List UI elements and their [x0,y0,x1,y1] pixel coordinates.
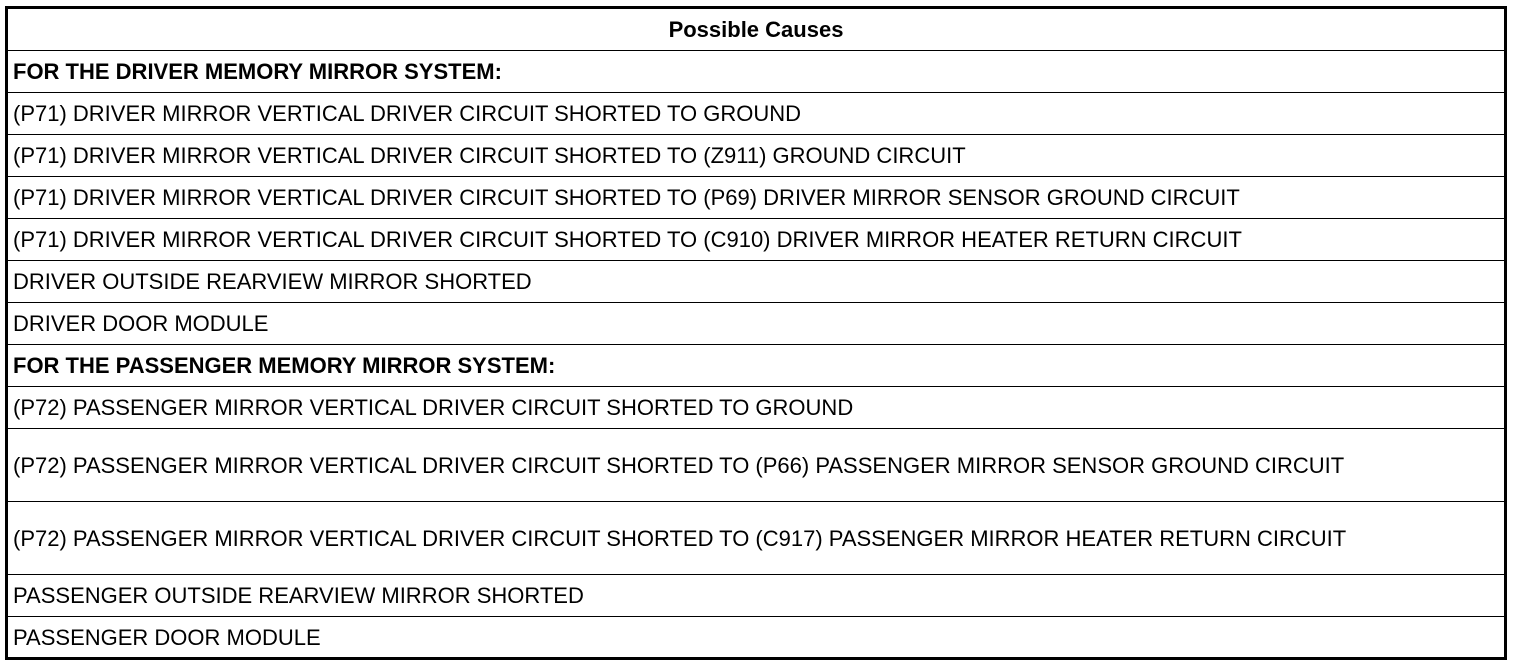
cause-cell: (P71) DRIVER MIRROR VERTICAL DRIVER CIRCUIT SHORTED TO (Z911) GROUND CIRCUIT [8,135,1504,177]
cause-cell: (P71) DRIVER MIRROR VERTICAL DRIVER CIRCUIT SHORTED TO GROUND [8,93,1504,135]
table-row [8,429,1504,502]
cause-cell: (P72) PASSENGER MIRROR VERTICAL DRIVER CIRCUIT SHORTED TO (P66) PASSENGER MIRROR SENSOR GROUND CIRCUIT [8,429,1504,502]
possible-causes-table-frame [5,6,1507,660]
table-row [8,219,1504,261]
table-row [8,177,1504,219]
table-row [8,617,1504,659]
cause-cell: DRIVER DOOR MODULE [8,303,1504,345]
possible-causes-table [8,9,1504,658]
table-row-section [8,345,1504,387]
section-heading-driver: FOR THE DRIVER MEMORY MIRROR SYSTEM: [8,51,1504,93]
table-row [8,93,1504,135]
table-row [8,575,1504,617]
table-header-row [8,9,1504,51]
section-heading-passenger: FOR THE PASSENGER MEMORY MIRROR SYSTEM: [8,345,1504,387]
table-header-possible-causes: Possible Causes [8,9,1504,51]
table-row [8,135,1504,177]
cause-cell: PASSENGER DOOR MODULE [13,625,321,650]
table-row [8,303,1504,345]
cause-cell: (P71) DRIVER MIRROR VERTICAL DRIVER CIRCUIT SHORTED TO (P69) DRIVER MIRROR SENSOR GROUND CIRCUIT [8,177,1504,219]
cause-cell: (P72) PASSENGER MIRROR VERTICAL DRIVER CIRCUIT SHORTED TO GROUND [8,387,1504,429]
table-row [8,502,1504,575]
cause-cell: PASSENGER OUTSIDE REARVIEW MIRROR SHORTED [8,575,1504,617]
cause-cell: (P72) PASSENGER MIRROR VERTICAL DRIVER CIRCUIT SHORTED TO (C917) PASSENGER MIRROR HEATER RETURN CIRCUIT [8,502,1504,575]
table-row [8,261,1504,303]
cause-cell: DRIVER OUTSIDE REARVIEW MIRROR SHORTED [8,261,1504,303]
table-row [8,387,1504,429]
table-row-section [8,51,1504,93]
cause-cell: (P71) DRIVER MIRROR VERTICAL DRIVER CIRCUIT SHORTED TO (C910) DRIVER MIRROR HEATER RETURN CIRCUIT [8,219,1504,261]
